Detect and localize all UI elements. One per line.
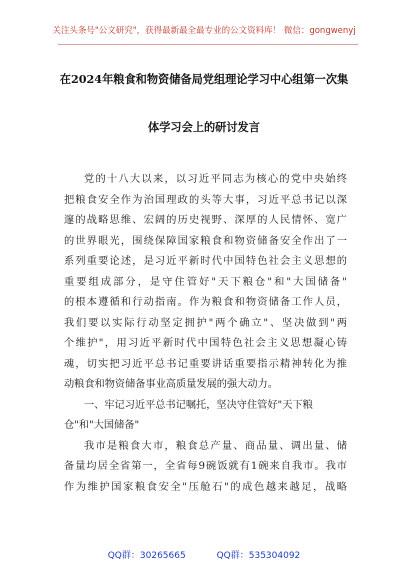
body-line: 党的十八大以来，以习近平同志为核心的党中央始终 <box>84 174 347 185</box>
document-title-line-2: 体学习会上的研讨发言 <box>148 120 260 134</box>
document-title-line-1: 在2024年粮食和物资储备局党组理论学习中心组第一次集 <box>59 72 349 86</box>
body-line: 作为维护国家粮食安全"压舱石"的成色越来越足，战略 <box>64 481 347 493</box>
footer-contact <box>0 548 408 561</box>
section-heading-line: 仓"和"大国储备" <box>64 420 140 431</box>
footer-qq-group-1: QQ群：30265665 <box>107 551 186 561</box>
body-line: 我们要以实际行动坚定拥护"两个确立"、坚决做到"两 <box>64 317 347 329</box>
body-line: 重要组成部分，是守住管好"天下粮仓"和"大国储备" <box>64 276 347 288</box>
body-line: 的世界眼光，围绕保障国家粮食和物资储备安全作出了一 <box>64 235 347 247</box>
header-note: 关注头条号"公文研究"，获得最新最全最专业的公文资料库！ 微信：gongwenyj <box>52 26 356 36</box>
section-heading-line: 一、牢记习近平总书记嘱托，坚决守住管好"天下粮 <box>84 399 313 411</box>
document-body <box>64 170 347 498</box>
header-divider <box>58 44 358 45</box>
body-line: 个维护"，用习近平新时代中国特色社会主义思想凝心铸 <box>64 338 347 349</box>
body-line: 动粮食和物资储备事业高质量发展的强大动力。 <box>64 379 278 390</box>
footer-qq-group-2: QQ群：535304092 <box>216 551 301 561</box>
body-line: 系列重要论述，是习近平新时代中国特色社会主义思想的 <box>64 256 347 267</box>
body-line: 的根本遵循和行动指南。作为粮食和物资储备工作人员， <box>64 297 347 308</box>
body-line: 邃的战略思维、宏阔的历史视野、深厚的人民情怀、宽广 <box>64 215 347 226</box>
body-line: 把粮食安全作为治国理政的头等大事，习近平总书记以深 <box>64 194 347 206</box>
body-line: 我市是粮食大市，粮食总产量、商品量、调出量、储 <box>84 440 347 452</box>
body-line: 魂，切实把习近平总书记重要讲话重要指示精神转化为推 <box>64 358 347 370</box>
body-line: 备量均居全省第一，全省每9碗饭就有1碗来自我市。我市 <box>64 461 347 472</box>
